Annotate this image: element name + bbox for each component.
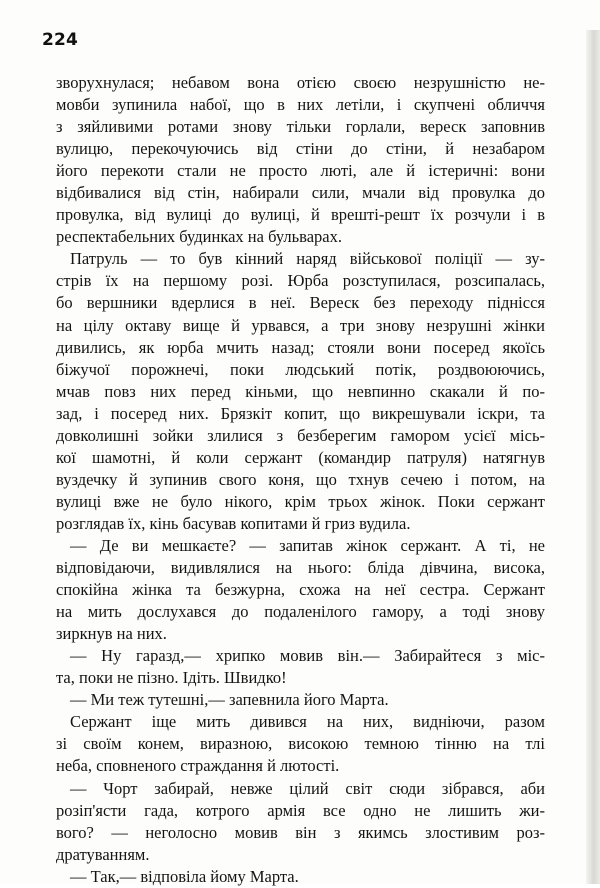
text-line: бо вершники вдерлися в неї. Вереск без переходу піднісся	[56, 293, 545, 313]
text-line: зиркнув на них.	[56, 624, 167, 644]
text-line: довколишні зойки злилися з безберегим гамором усієї місь-	[56, 425, 545, 445]
text-line: стрів їх на першому розі. Юрба розступилася, розсипалась,	[56, 271, 545, 291]
text-line: зад, і посеред них. Брязкіт копит, що викрешували іскри, та	[56, 403, 545, 423]
text-line: — Так,— відповіла йому Марта.	[70, 866, 299, 886]
text-line: відбивалися від стін, набирали сили, мчали від провулка до	[56, 183, 545, 203]
page-number: 224	[42, 30, 79, 50]
text-line: з зяйливими ротами знову тільки горлали, вереск заповнив	[56, 117, 545, 137]
text-line: — Ну гаразд,— хрипко мовив він.— Забирайтеся з міс-	[70, 646, 545, 666]
text-line: провулка, від вулиці до вулиці, й врешті-решт їх розчули і в	[56, 205, 545, 225]
text-line: біжучої порожнечі, поки людський потік, роздвоюючись,	[56, 359, 545, 379]
text-line: Патруль — то був кінний наряд військової поліції — зу-	[70, 249, 545, 269]
text-line: мчав повз них перед кіньми, що невпинно скакали й по-	[56, 381, 545, 401]
text-line: вого? — неголосно мовив він з якимсь злостивим роз-	[56, 822, 545, 842]
text-line: Сержант іще мить дивився на них, видніючи, разом	[70, 712, 545, 732]
text-line: — Де ви мешкаєте? — запитав жінок сержант. А ті, не	[70, 535, 545, 555]
text-line: — Ми теж тутешні,— запевнила його Марта.	[70, 690, 389, 710]
text-line: вулиці вже не було нікого, крім трьох жінок. Поки сержант	[56, 491, 545, 511]
text-line: дратуванням.	[56, 844, 150, 864]
text-line: мовби зупинила набої, що в них летіли, і скупчені обличчя	[56, 95, 545, 115]
text-line: його перекоти стали не просто люті, але й істеричні: вони	[56, 161, 545, 181]
text-line: дивились, як юрба мчить назад; стояли вони посеред якоїсь	[56, 337, 545, 357]
text-line: зворухнулася; небавом вона отією своєю незрушністю не-	[56, 73, 545, 92]
text-line: на цілу октаву вище й урвався, а три знову незрушні жінки	[56, 315, 545, 335]
text-line: розіп'ясти гада, котрого армія все одно не лишить жи-	[56, 800, 545, 820]
text-line: спокійна жінка та безжурна, схожа на неї сестра. Сержант	[56, 580, 545, 600]
text-line: неба, сповненого страждання й лютості.	[56, 756, 340, 776]
text-line: та, поки не пізно. Ідіть. Швидко!	[56, 668, 287, 688]
text-line: зі своїм конем, виразною, високою темною тінню на тлі	[56, 734, 545, 754]
text-line: розглядав їх, кінь басував копитами й гриз вудила.	[56, 513, 411, 533]
page-edge-shadow	[586, 30, 600, 884]
text-line: вуздечку й зупинив свого коня, що тхнув сечею і потом, на	[56, 469, 545, 489]
text-line: кої шамотні, й коли сержант (командир патруля) натягнув	[56, 447, 545, 467]
text-line: відповідаючи, видивлялися на нього: бліда дівчина, висока,	[56, 558, 545, 578]
text-line: на мить дослухався до подаленілого гамору, а тоді знову	[56, 602, 545, 622]
text-line: вулицю, перекочуючись від стіни до стіни, й незабаром	[56, 139, 545, 159]
body-text	[56, 72, 545, 888]
text-line: — Чорт забирай, невже цілий світ сюди зібрався, аби	[70, 778, 545, 798]
text-line: респектабельних будинках на бульварах.	[56, 227, 342, 247]
